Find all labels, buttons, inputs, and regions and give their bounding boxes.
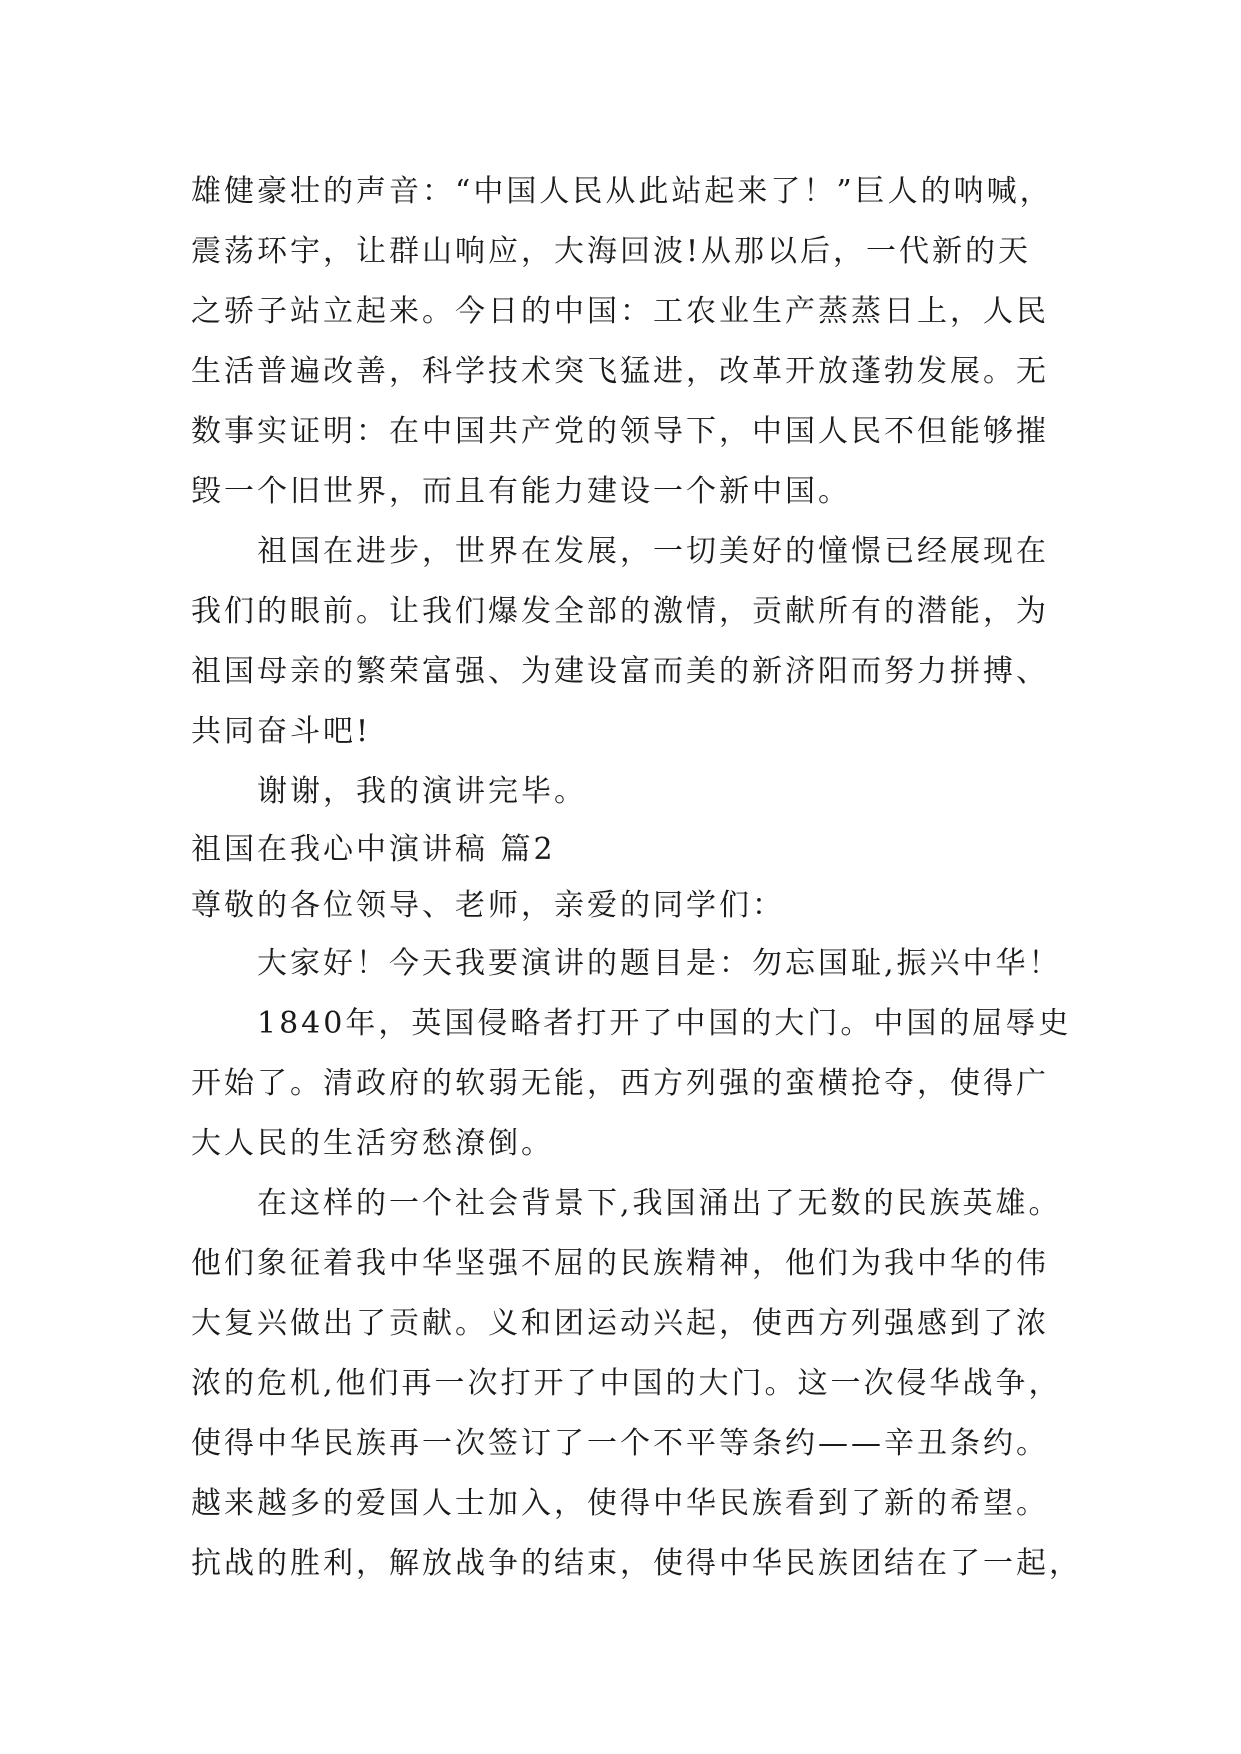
text-line: 开始了。清政府的软弱无能，西方列强的蛮横抢夺，使得广 bbox=[191, 1066, 1049, 1101]
text-line: 共同奋斗吧! bbox=[191, 714, 372, 749]
text-line: 浓的危机,他们再一次打开了中国的大门。这一次侵华战争， bbox=[191, 1366, 1062, 1401]
text-line: 祖国母亲的繁荣富强、为建设富而美的新济阳而努力拼搏、 bbox=[191, 654, 1049, 689]
document-body bbox=[191, 162, 1082, 1594]
paragraph-start-line: 大家好！今天我要演讲的题目是：勿忘国耻,振兴中华！ bbox=[257, 946, 1062, 981]
text-line: 生活普遍改善，科学技术突飞猛进，改革开放蓬勃发展。无 bbox=[191, 354, 1049, 389]
text-line: 我们的眼前。让我们爆发全部的激情，贡献所有的潜能，为 bbox=[191, 594, 1049, 629]
text-line: 毁一个旧世界，而且有能力建设一个新中国。 bbox=[191, 474, 851, 509]
text-line: 越来越多的爱国人士加入，使得中华民族看到了新的希望。 bbox=[191, 1486, 1049, 1521]
paragraph-start-line: 1840年，英国侵略者打开了中国的大门。中国的屈辱史 bbox=[257, 1006, 1072, 1041]
text-line: 他们象征着我中华坚强不屈的民族精神，他们为我中华的伟 bbox=[191, 1246, 1049, 1281]
text-line: 雄健豪壮的声音：“中国人民从此站起来了！”巨人的呐喊， bbox=[191, 174, 1053, 209]
section-heading: 祖国在我心中演讲稿 篇2 bbox=[191, 832, 556, 867]
text-line: 大人民的生活穷愁潦倒。 bbox=[191, 1126, 554, 1161]
text-line: 抗战的胜利，解放战争的结束，使得中华民族团结在了一起， bbox=[191, 1546, 1082, 1581]
text-line: 大复兴做出了贡献。义和团运动兴起，使西方列强感到了浓 bbox=[191, 1306, 1049, 1341]
text-line: 之骄子站立起来。今日的中国：工农业生产蒸蒸日上，人民 bbox=[191, 294, 1049, 329]
text-line: 使得中华民族再一次签订了一个不平等条约——辛丑条约。 bbox=[191, 1426, 1049, 1461]
salutation-line: 尊敬的各位领导、老师，亲爱的同学们： bbox=[191, 888, 785, 923]
paragraph-start-line: 在这样的一个社会背景下,我国涌出了无数的民族英雄。 bbox=[257, 1186, 1062, 1221]
text-line: 震荡环宇，让群山响应，大海回波!从那以后，一代新的天 bbox=[191, 234, 1032, 269]
text-line: 数事实证明：在中国共产党的领导下，中国人民不但能够摧 bbox=[191, 414, 1049, 449]
paragraph-start-line: 祖国在进步，世界在发展，一切美好的憧憬已经展现在 bbox=[257, 534, 1049, 569]
closing-line: 谢谢，我的演讲完毕。 bbox=[257, 774, 587, 809]
